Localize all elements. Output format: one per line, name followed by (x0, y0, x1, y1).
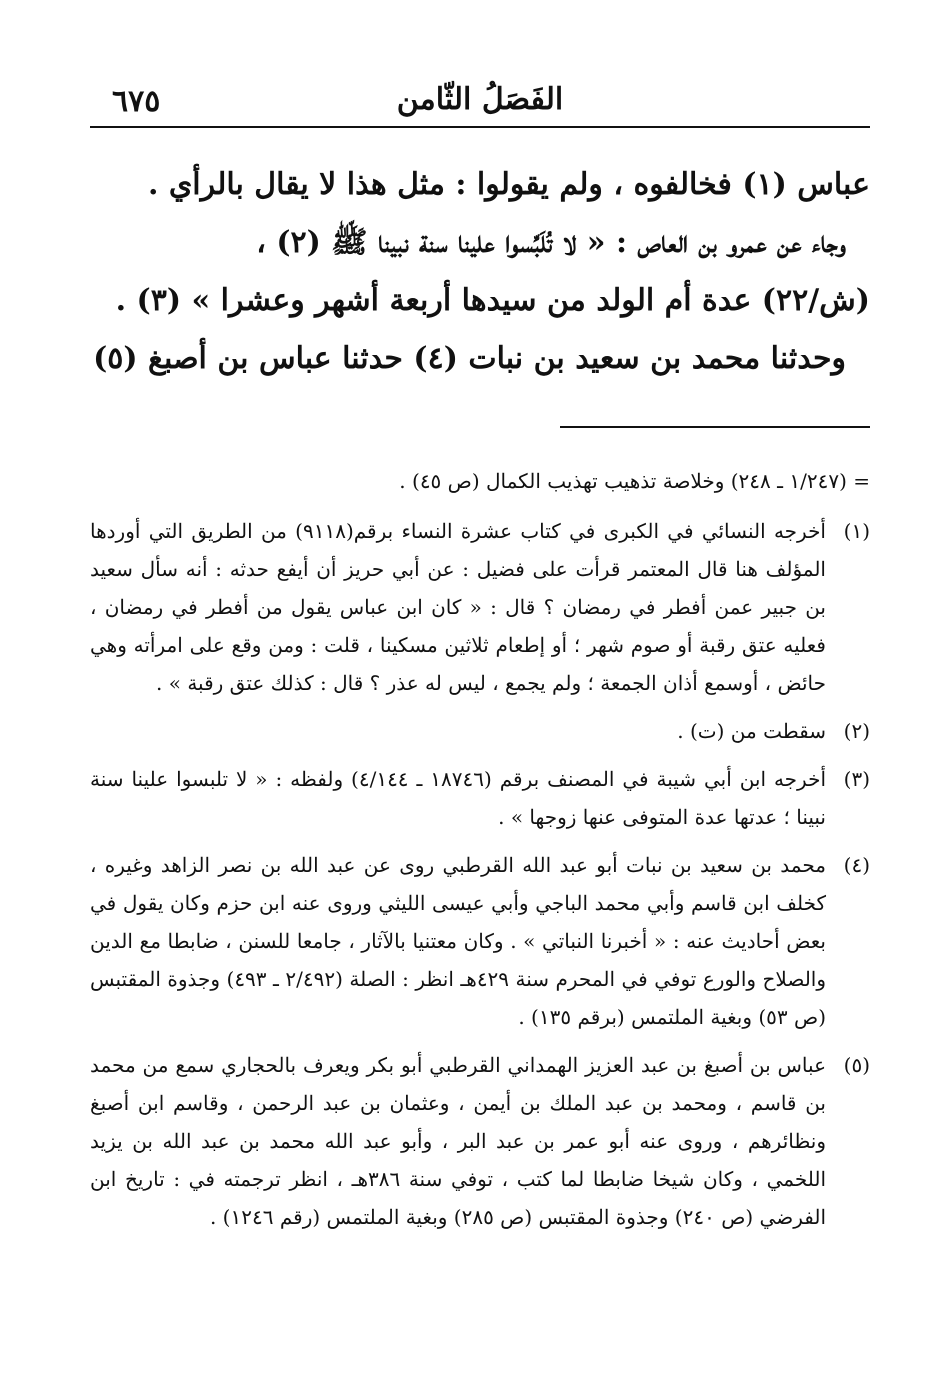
main-line: (ش/٢٢) عدة أم الولد من سيدها أربعة أشهر وعشرا » (٣) . (115, 283, 870, 318)
footnote-text: عباس بن أصبغ بن عبد العزيز الهمداني القرطبي أبو بكر ويعرف بالحجاري سمع من محمد بن قاسم ، ومحمد بن عبد الملك بن أيمن ، وعثمان بن عبد الرحمن ، وقاسم ابن أصبغ ونظائرهم ، وروى عنه أبو عمر بن عبد البر ، وأبو عبد الله محمد بن عبد الله بن يزيد اللخمي ، وكان شيخا ضابطا لما كتب ، توفي سنة ٣٨٦هـ ، انظر ترجمته في : تاريخ ابن الفرضي (ص ٢٤٠) وجذوة المقتبس (ص ٢٨٥) وبغية الملتمس (رقم ١٢٤٦) . (90, 1053, 827, 1229)
main-line: وحدثنا محمد بن سعيد بن نبات (٤) حدثنا عباس بن أصبغ (٥) (93, 341, 846, 376)
footnotes (90, 462, 870, 1236)
footnote-number: (٢) (843, 719, 870, 743)
footnote (90, 1046, 870, 1236)
footnote (90, 760, 870, 836)
main-text (90, 156, 870, 388)
main-line: وجاء عن عمرو بن العاص : « لا تُلَبِّسوا علينا سنة نبينا ﷺ (٢) ، (256, 225, 846, 260)
footnote-text: سقطت من (ت) . (677, 719, 826, 743)
footnote-separator (560, 426, 870, 428)
book-page (90, 70, 870, 1246)
footnote-text: أخرجه النسائي في الكبرى في كتاب عشرة النساء برقم(٩١١٨) من الطريق التي أوردها المؤلف هنا قال المعتمر قرأت على فضيل : عن أبي حريز أن أيفع حدثه : أنه سأل سعيد بن جبير عمن أفطر في رمضان ؟ قال : « كان ابن عباس يقول من أفطر في رمضان ، فعليه عتق رقبة أو صوم شهر ؛ أو إطعام ثلاثين مسكينا ، قلت : ومن وقع على امرأته وهي حائض ، أوسمع أذان الجمعة ؛ ولم يجمع ، ليس له عذر ؟ قال : كذلك عتق رقبة » . (90, 519, 826, 695)
footnote-number: (٥) (843, 1053, 870, 1077)
footnote-text: أخرجه ابن أبي شيبة في المصنف برقم (١٨٧٤٦ ـ ٤/١٤٤) ولفظه : « لا تلبسوا علينا سنة نبينا ؛ عدتها عدة المتوفى عنها زوجها » . (90, 767, 826, 829)
page-number: ٦٧٥ (112, 84, 161, 119)
footnote-number: (٤) (843, 853, 870, 877)
footnote-text: محمد بن سعيد بن نبات أبو عبد الله القرطبي روى عن عبد الله بن نصر الزاهد وغيره ، كخلف ابن قاسم وأبي محمد الباجي وأبي عيسى الليثي وروى عنه ابن حزم وكان يقول في بعض أحاديث عنه : « أخبرنا النباتي » . وكان معتنيا بالآثار ، جامعا للسنن ، ضابطا مع الدين والصلاح والورع توفي في المحرم سنة ٤٢٩هـ انظر : الصلة (٢/٤٩٢ ـ ٤٩٣) وجذوة المقتبس (ص ٥٣) وبغية الملتمس (برقم ١٣٥) . (90, 853, 827, 1029)
footnote (90, 512, 870, 702)
footnote (90, 846, 870, 1036)
running-header (90, 70, 870, 128)
chapter-title: الفَصَلُ الثّامن (396, 82, 564, 117)
footnote-number: (٣) (843, 767, 870, 791)
footnote-number: (١) (843, 519, 870, 543)
footnote (90, 712, 870, 750)
footnote-continuation: = (١/٢٤٧ ـ ٢٤٨) وخلاصة تذهيب تهذيب الكمال (ص ٤٥) . (399, 469, 870, 493)
main-line: عباس (١) فخالفوه ، ولم يقولوا : مثل هذا لا يقال بالرأي . (147, 167, 870, 202)
